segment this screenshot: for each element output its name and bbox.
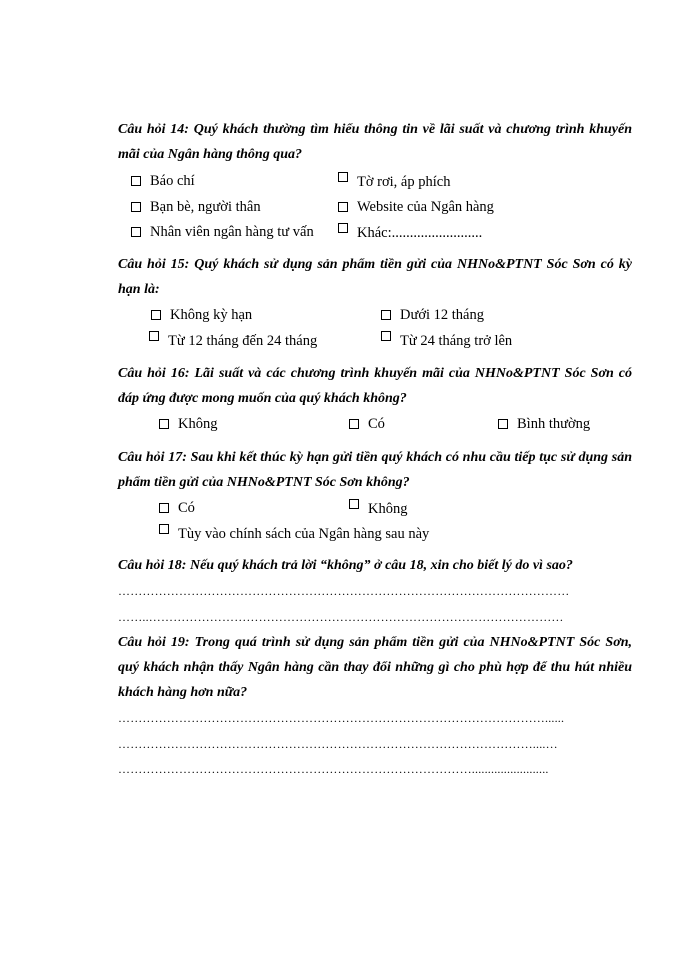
checkbox-icon[interactable] bbox=[159, 419, 169, 429]
q17-option-yes[interactable]: Có bbox=[159, 499, 195, 517]
q14-option-website[interactable]: Website của Ngân hàng bbox=[338, 198, 494, 216]
q15-option-over-24[interactable]: Từ 24 tháng trở lên bbox=[381, 331, 512, 350]
question-17-text: Câu hỏi 17: Sau khi kết thúc kỳ hạn gửi tiền quý khách có nhu cầu tiếp tục sử dụng sản phẩm tiền gửi của NHNo&PTNT Sóc Sơn không? bbox=[118, 450, 632, 490]
q16-option-normal[interactable]: Bình thường bbox=[498, 415, 590, 433]
question-15-text: Câu hỏi 15: Quý khách sử dụng sản phẩm tiền gửi của NHNo&PTNT Sóc Sơn có kỳ hạn là: bbox=[118, 257, 632, 297]
checkbox-icon[interactable] bbox=[381, 331, 391, 341]
q16-option-no[interactable]: Không bbox=[159, 415, 217, 433]
q15-option-no-term[interactable]: Không kỳ hạn bbox=[151, 306, 252, 324]
q14-option-leaflet[interactable]: Tờ rơi, áp phích bbox=[338, 172, 450, 191]
question-14-text: Câu hỏi 14: Quý khách thường tìm hiểu thông tin về lãi suất và chương trình khuyến mãi của Ngân hàng thông qua? bbox=[118, 122, 632, 162]
checkbox-icon[interactable] bbox=[338, 172, 348, 182]
checkbox-icon[interactable] bbox=[381, 310, 391, 320]
checkbox-icon[interactable] bbox=[338, 202, 348, 212]
checkbox-icon[interactable] bbox=[131, 202, 141, 212]
q14-option-other[interactable]: Khác:......................... bbox=[338, 223, 482, 242]
q14-option-friends[interactable]: Bạn bè, người thân bbox=[131, 198, 261, 216]
q15-option-under-12[interactable]: Dưới 12 tháng bbox=[381, 306, 484, 324]
question-16-text: Câu hỏi 16: Lãi suất và các chương trình khuyến mãi của NHNo&PTNT Sóc Sơn có đáp ứng được mong muốn của quý khách không? bbox=[118, 366, 632, 406]
question-19-text: Câu hỏi 19: Trong quá trình sử dụng sản phẩm tiền gửi của NHNo&PTNT Sóc Sơn, quý khách nhận thấy Ngân hàng cần thay đổi những gì cho phù hợp để thu hút nhiều khách hàng hơn nữa? bbox=[118, 635, 632, 700]
checkbox-icon[interactable] bbox=[131, 176, 141, 186]
q17-option-no[interactable]: Không bbox=[349, 499, 407, 518]
checkbox-icon[interactable] bbox=[159, 524, 169, 534]
checkbox-icon[interactable] bbox=[131, 227, 141, 237]
q19-answer-line[interactable]: …………………………………………………………………………………………....… bbox=[118, 737, 558, 751]
checkbox-icon[interactable] bbox=[349, 499, 359, 509]
q16-option-yes[interactable]: Có bbox=[349, 415, 385, 433]
checkbox-icon[interactable] bbox=[159, 503, 169, 513]
q15-option-12-to-24[interactable]: Từ 12 tháng đến 24 tháng bbox=[149, 331, 317, 350]
q19-answer-line[interactable]: ……………………………………………………………………………........................ bbox=[118, 762, 549, 776]
checkbox-icon[interactable] bbox=[151, 310, 161, 320]
q14-option-newspaper[interactable]: Báo chí bbox=[131, 172, 195, 190]
checkbox-icon[interactable] bbox=[149, 331, 159, 341]
q18-answer-line[interactable]: ………………………………………………………………………………………………… bbox=[118, 584, 570, 598]
q19-answer-line[interactable]: ……………………………………………………………………………………………...... bbox=[118, 711, 565, 725]
checkbox-icon[interactable] bbox=[349, 419, 359, 429]
q14-option-staff[interactable]: Nhân viên ngân hàng tư vấn bbox=[131, 223, 314, 241]
q18-answer-line[interactable]: ……..………………………………………………………………………………………… bbox=[118, 610, 564, 624]
question-18-text: Câu hỏi 18: Nếu quý khách trả lời “không” ở câu 18, xin cho biết lý do vì sao? bbox=[118, 558, 573, 573]
checkbox-icon[interactable] bbox=[338, 223, 348, 233]
checkbox-icon[interactable] bbox=[498, 419, 508, 429]
q17-option-depends[interactable]: Tùy vào chính sách của Ngân hàng sau này bbox=[159, 524, 429, 543]
